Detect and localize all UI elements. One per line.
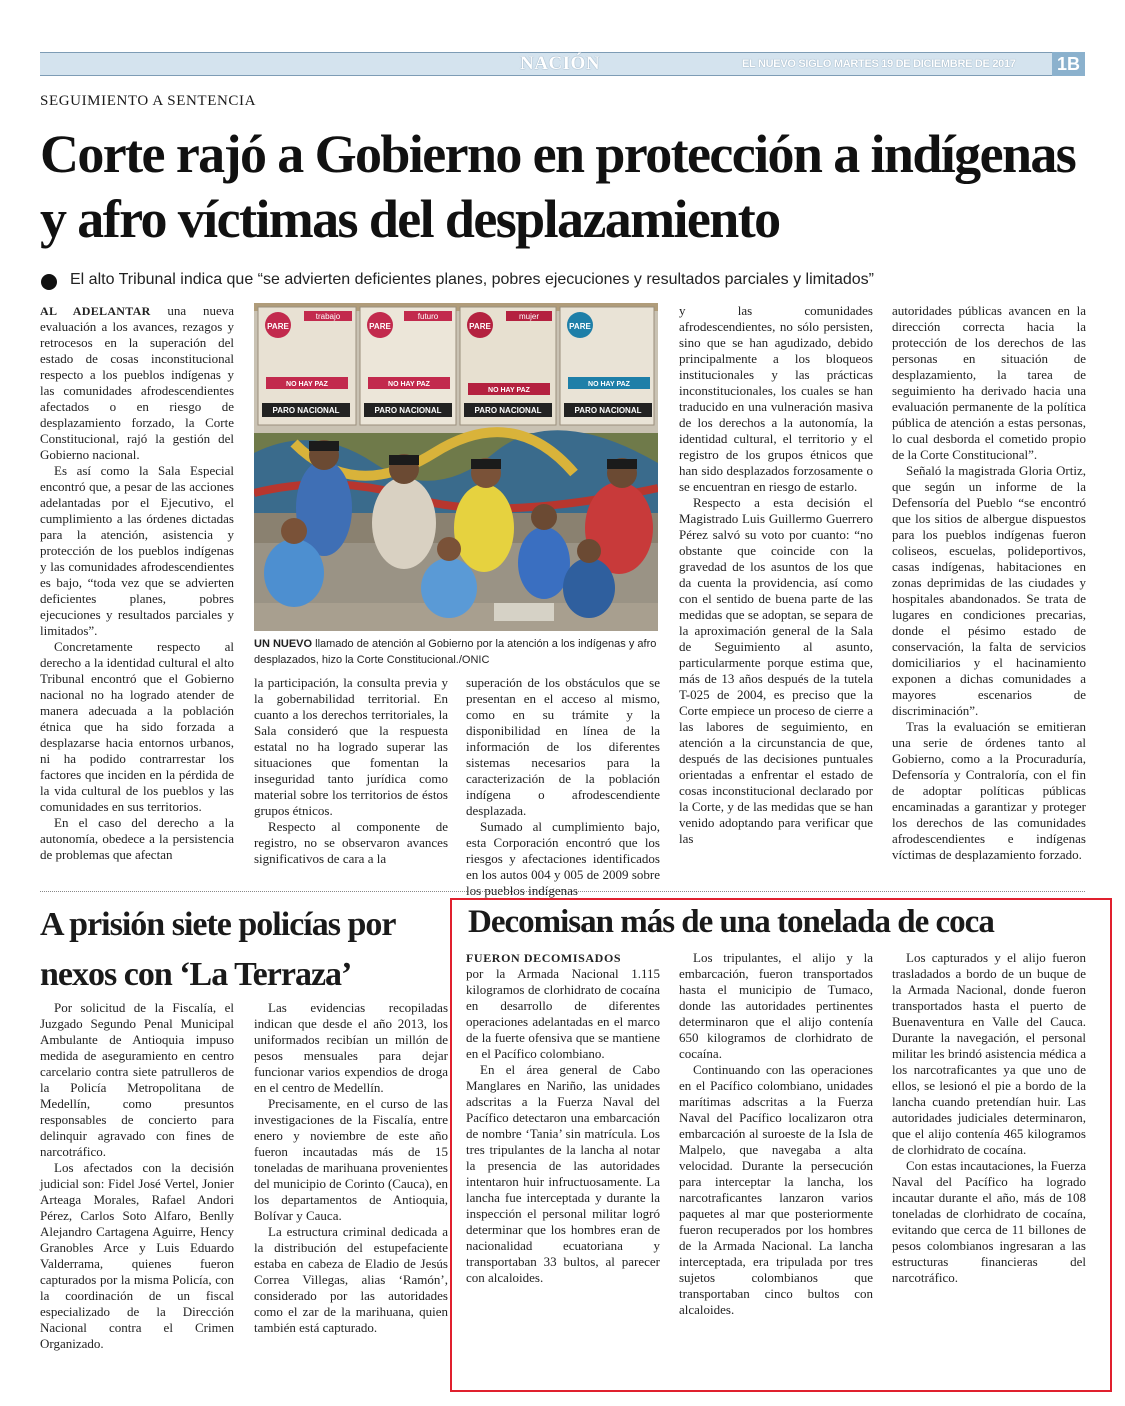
sign-text: PARO NACIONAL [272, 406, 340, 415]
sign-text: PARE [369, 322, 391, 331]
coca-column-3 [892, 950, 1086, 1286]
sign-text: NO HAY PAZ [388, 381, 430, 388]
sign-text: PARO NACIONAL [574, 406, 642, 415]
main-column-3 [466, 675, 660, 899]
news-photo [254, 303, 658, 631]
paragraph: Con estas incautaciones, la Fuerza Naval del Pacífico ha logrado incautar durante el año, más de 108 toneladas de clorhidrato de cocaína, evitando que cerca de 11 billones de pesos colombianos ingresaran a las estructuras financieras del narcotráfico. [892, 1158, 1086, 1285]
section-name: NACIÓN [520, 53, 601, 74]
caption-text: llamado de atención al Gobierno por la atención a los indígenas y afro desplazados, hizo la Corte Constitucional./ONIC [254, 638, 657, 666]
paragraph: Los tripulantes, el alijo y la embarcación, fueron transportados hasta el municipio de Tumaco, donde las autoridades pertinentes determinaron que el alijo contenía 650 kilogramos de clorhidrato de cocaína. [679, 950, 873, 1061]
main-subhead: El alto Tribunal indica que “se advierten deficientes planes, pobres ejecuciones y resultados parciales y limitados” [70, 271, 874, 288]
paragraph: Continuando con las operaciones en el Pacífico colombiano, unidades marítimas adscritas a la Fuerza Naval del Pacífico localizaron otra embarcación al suroeste de la Isla de Malpelo, que navegaba a alta velocidad. Durante la persecución para interceptar la lancha, los narcotraficantes lanzaron varios paquetes al mar que posteriormente fueron recuperados por los hombres de la Armada Nacional. La lancha interceptada, era tripulada por tres sujetos colombianos que transportaban cinco bultos con alcaloides. [679, 1062, 873, 1317]
main-column-5 [892, 303, 1086, 863]
publication-date-line: EL NUEVO SIGLO MARTES 19 DE DICIEMBRE DE 2017 [742, 58, 1016, 70]
main-column-4 [679, 303, 873, 847]
main-headline: Corte rajó a Gobierno en protección a indígenas y afro víctimas del desplazamiento [40, 124, 1076, 249]
lead-in: FUERON DECOMISADOS [466, 951, 622, 965]
paragraph: Precisamente, en el curso de las investigaciones de la Fiscalía, entre enero y noviembre de este año fueron incautadas más de 15 toneladas de marihuana provenientes del municipio de Corinto (Cauca), en los departamentos de Antioquia, Bolívar y Cauca. [254, 1096, 448, 1223]
sign-text: PARE [267, 322, 289, 331]
paragraph: Señaló la magistrada Gloria Ortiz, que según un informe de la Defensoría del Pueblo “se encontró que los sitios de albergue dispuestos para los pueblos indígenas fueron coliseos, escuelas, polideportivos, casas indígenas, habitaciones en zonas deprimidas de las ciudades y hospitales abandonados. Se trata de lugares en condiciones precarias, donde el pésimo estado de conservación, la falta de servicios domiciliarios y el hacinamiento exponen a dichas comunidades a mayores escenarios de discriminación”. [892, 463, 1086, 718]
paragraph: En el caso del derecho a la autonomía, obedece a la persistencia de problemas que afectan [40, 815, 234, 862]
sign-text: PARE [469, 322, 491, 331]
article-kicker: SEGUIMIENTO A SENTENCIA [40, 93, 257, 109]
photo-caption [254, 636, 658, 668]
sign-text: PARO NACIONAL [474, 406, 542, 415]
paragraph: Los afectados con la decisión judicial son: Fidel José Vertel, Jonier Arteaga Morales, Rafael Andori Pérez, Carlos Soto Alfaro, Benlly Alejandro Cartagena Aguirre, Hency Granobles Arce y Luis Eduardo Valderrama, quienes fueron capturados por la misma Policía, con la coordinación de un fiscal especializado de la Dirección Nacional contra el Crimen Organizado. [40, 1160, 234, 1351]
paragraph: La estructura criminal dedicada a la distribución del estupefaciente estaba en cabeza de Eladio de Jesús Correa Villegas, alias ‘Ramón’, considerado por las autoridades como el zar de la marihuana, quien también está capturado. [254, 1224, 448, 1335]
coca-headline: Decomisan más de una tonelada de coca [468, 904, 994, 940]
policias-column-2 [254, 1000, 448, 1336]
coca-column-2 [679, 950, 873, 1318]
sign-text: futuro [417, 312, 439, 321]
bullet-icon [41, 274, 57, 290]
sign-text: NO HAY PAZ [488, 387, 530, 394]
paragraph: Sumado al cumplimiento bajo, esta Corporación encontró que los riesgos y afectaciones identificados en los autos 004 y 005 de 2009 sobre los pueblos indígenas [466, 819, 660, 898]
paragraph: por la Armada Nacional 1.115 kilogramos de clorhidrato de cocaína en desarrollo de diferentes operaciones adelantadas en el marco de la fuerte ofensiva que se mantiene en el Pacífico colombiano. [466, 966, 660, 1061]
caption-lead: UN NUEVO [254, 638, 313, 650]
paragraph: una nueva evaluación a los avances, rezagos y retrocesos en la superación del estado de cosas inconstitucional respecto a los pueblos indígenas y las comunidades afrodescendientes afectados o en riesgo de desplazamiento forzado, la Corte Constitucional, rajó la gestión del Gobierno nacional. [40, 303, 235, 462]
paragraph: En el área general de Cabo Manglares en Nariño, las unidades adscritas a la Fuerza Naval del Pacífico detectaron una embarcación de nombre ‘Tania’ sin matrícula. Los tres tripulantes de la lancha al notar la presencia de las autoridades intentaron huir infructuosamente. La lancha fue interceptada y durante la inspección el personal militar logró determinar que los hombres eran de nacionalidad ecuatoriana y transportaban 33 bultos, al parecer con alcaloides. [466, 1062, 660, 1285]
sign-text: NO HAY PAZ [588, 381, 630, 388]
paragraph: y las comunidades afrodescendientes, no sólo persisten, sino que se han agudizado, debido principalmente a los bloqueos institucionales y las prácticas inconstitucionales, los cuales se han traducido en una vulneración masiva de los derechos a la autonomía, la identidad cultural, el territorio y el registro de los grupos étnicos que han sido desplazados forzosamente o se encuentran en riesgo de estarlo. [679, 303, 873, 494]
lead-in: AL ADELANTAR [40, 304, 151, 318]
sign-text: mujer [518, 312, 540, 321]
paragraph: Concretamente respecto al derecho a la identidad cultural el alto Tribunal encontró que el Gobierno nacional no ha logrado atender de manera adecuada a la población étnica que ha sido forzada a desplazarse hacia entornos urbanos, ni ha podido contrarrestar los factores que inciden en la pérdida de la vida cultural de los pueblos y las comunidades en sus territorios. [40, 639, 234, 814]
paragraph: autoridades públicas avancen en la dirección correcta hacia la protección de los derechos de las personas en situación de desplazamiento, la tarea de seguimiento ha derivado hacia una evaluación permanente de la política pública de atención a estas personas, lo cual desborda el cometido propio de la Corte Constitucional”. [892, 303, 1086, 462]
paragraph: Es así como la Sala Especial encontró que, a pesar de las acciones adelantadas por el Ejecutivo, el cumplimiento a las órdenes dictadas para la atención, asistencia y protección de los pueblos indígenas y las comunidades afrodescendientes es bajo, “toda vez que se advierten deficientes planes, pobres ejecuciones y resultados parciales y limitados”. [40, 463, 234, 638]
coca-column-1 [466, 950, 660, 1286]
paragraph: Tras la evaluación se emitieran una serie de órdenes tanto al Gobierno, como a la Procuraduría, Defensoría y Contraloría, con el fin de adoptar políticas públicas encaminadas a garantizar y proteger los derechos de las comunidades afrodescendientes e indígenas víctimas de desplazamiento forzado. [892, 719, 1086, 862]
page-number: 1B [1052, 52, 1085, 76]
paragraph: superación de los obstáculos que se presentan en el acceso al mismo, como en su trámite y la disponibilidad en línea de la información de los diferentes sistemas necesarios para la caracterización de la población indígena o afrodescendiente desplazada. [466, 675, 660, 818]
sign-text: PARE [569, 322, 591, 331]
main-column-1 [40, 303, 234, 863]
policias-column-1 [40, 1000, 234, 1352]
photo-illustration [254, 303, 658, 631]
policias-headline: A prisión siete policías por nexos con ‘La Terraza’ [40, 906, 395, 993]
paragraph: Por solicitud de la Fiscalía, el Juzgado Segundo Penal Municipal Ambulante de Antioquia impuso medida de aseguramiento en centro carcelario contra siete patrulleros de la Policía Metropolitana de Medellín, como presuntos responsables de concierto para delinquir agravado con fines de narcotráfico. [40, 1000, 234, 1159]
paragraph: la participación, la consulta previa y la gobernabilidad territorial. En cuanto a los derechos territoriales, la Sala consideró que la respuesta estatal no ha logrado superar las situaciones que fomentan la inseguridad tanto jurídica como material sobre los territorios de éstos grupos étnicos. [254, 675, 448, 818]
section-divider [40, 891, 1085, 892]
sign-text: PARO NACIONAL [374, 406, 442, 415]
paragraph: Respecto a esta decisión el Magistrado Luis Guillermo Guerrero Pérez salvó su voto por cuanto: “no obstante que coincide con la gravedad de los asuntos de los que da cuenta la providencia, así como con el sentido de buena parte de las medidas que se adoptan, se separa de la aproximación general de la Sala de Seguimiento al asunto, particularmente porque estima que, más de 13 años después de la tutela T-025 de 2004, es preciso que la Corte empiece un proceso de cierre a las labores de seguimiento, en atención a la circunstancia de que, después de las decisiones puntuales orientadas a enfrentar el estado de cosas inconstitucional declarado por la Corte, y de las medidas que se han venido adoptando para verificar que las [679, 495, 873, 846]
paragraph: Respecto al componente de registro, no se observaron avances significativos de cara a la [254, 819, 448, 866]
paragraph: Los capturados y el alijo fueron trasladados a bordo de un buque de la Armada Nacional, donde fueron transportados hasta el puerto de Buenaventura en Valle del Cauca. Durante la navegación, el personal militar les brindó asistencia médica a los narcotraficantes ya que uno de ellos, se lesionó el pie a bordo de la lancha cuando pretendían huir. Las autoridades judiciales determinaron, que el alijo contenía 465 kilogramos de clorhidrato de cocaína. [892, 950, 1086, 1157]
main-column-2 [254, 675, 448, 867]
sign-text: NO HAY PAZ [286, 381, 328, 388]
sign-text: trabajo [315, 312, 341, 321]
paragraph: Las evidencias recopiladas indican que desde el año 2013, los uniformados recibían un millón de pesos mensuales para dejar funcionar varios expendios de droga en el centro de Medellín. [254, 1000, 448, 1095]
